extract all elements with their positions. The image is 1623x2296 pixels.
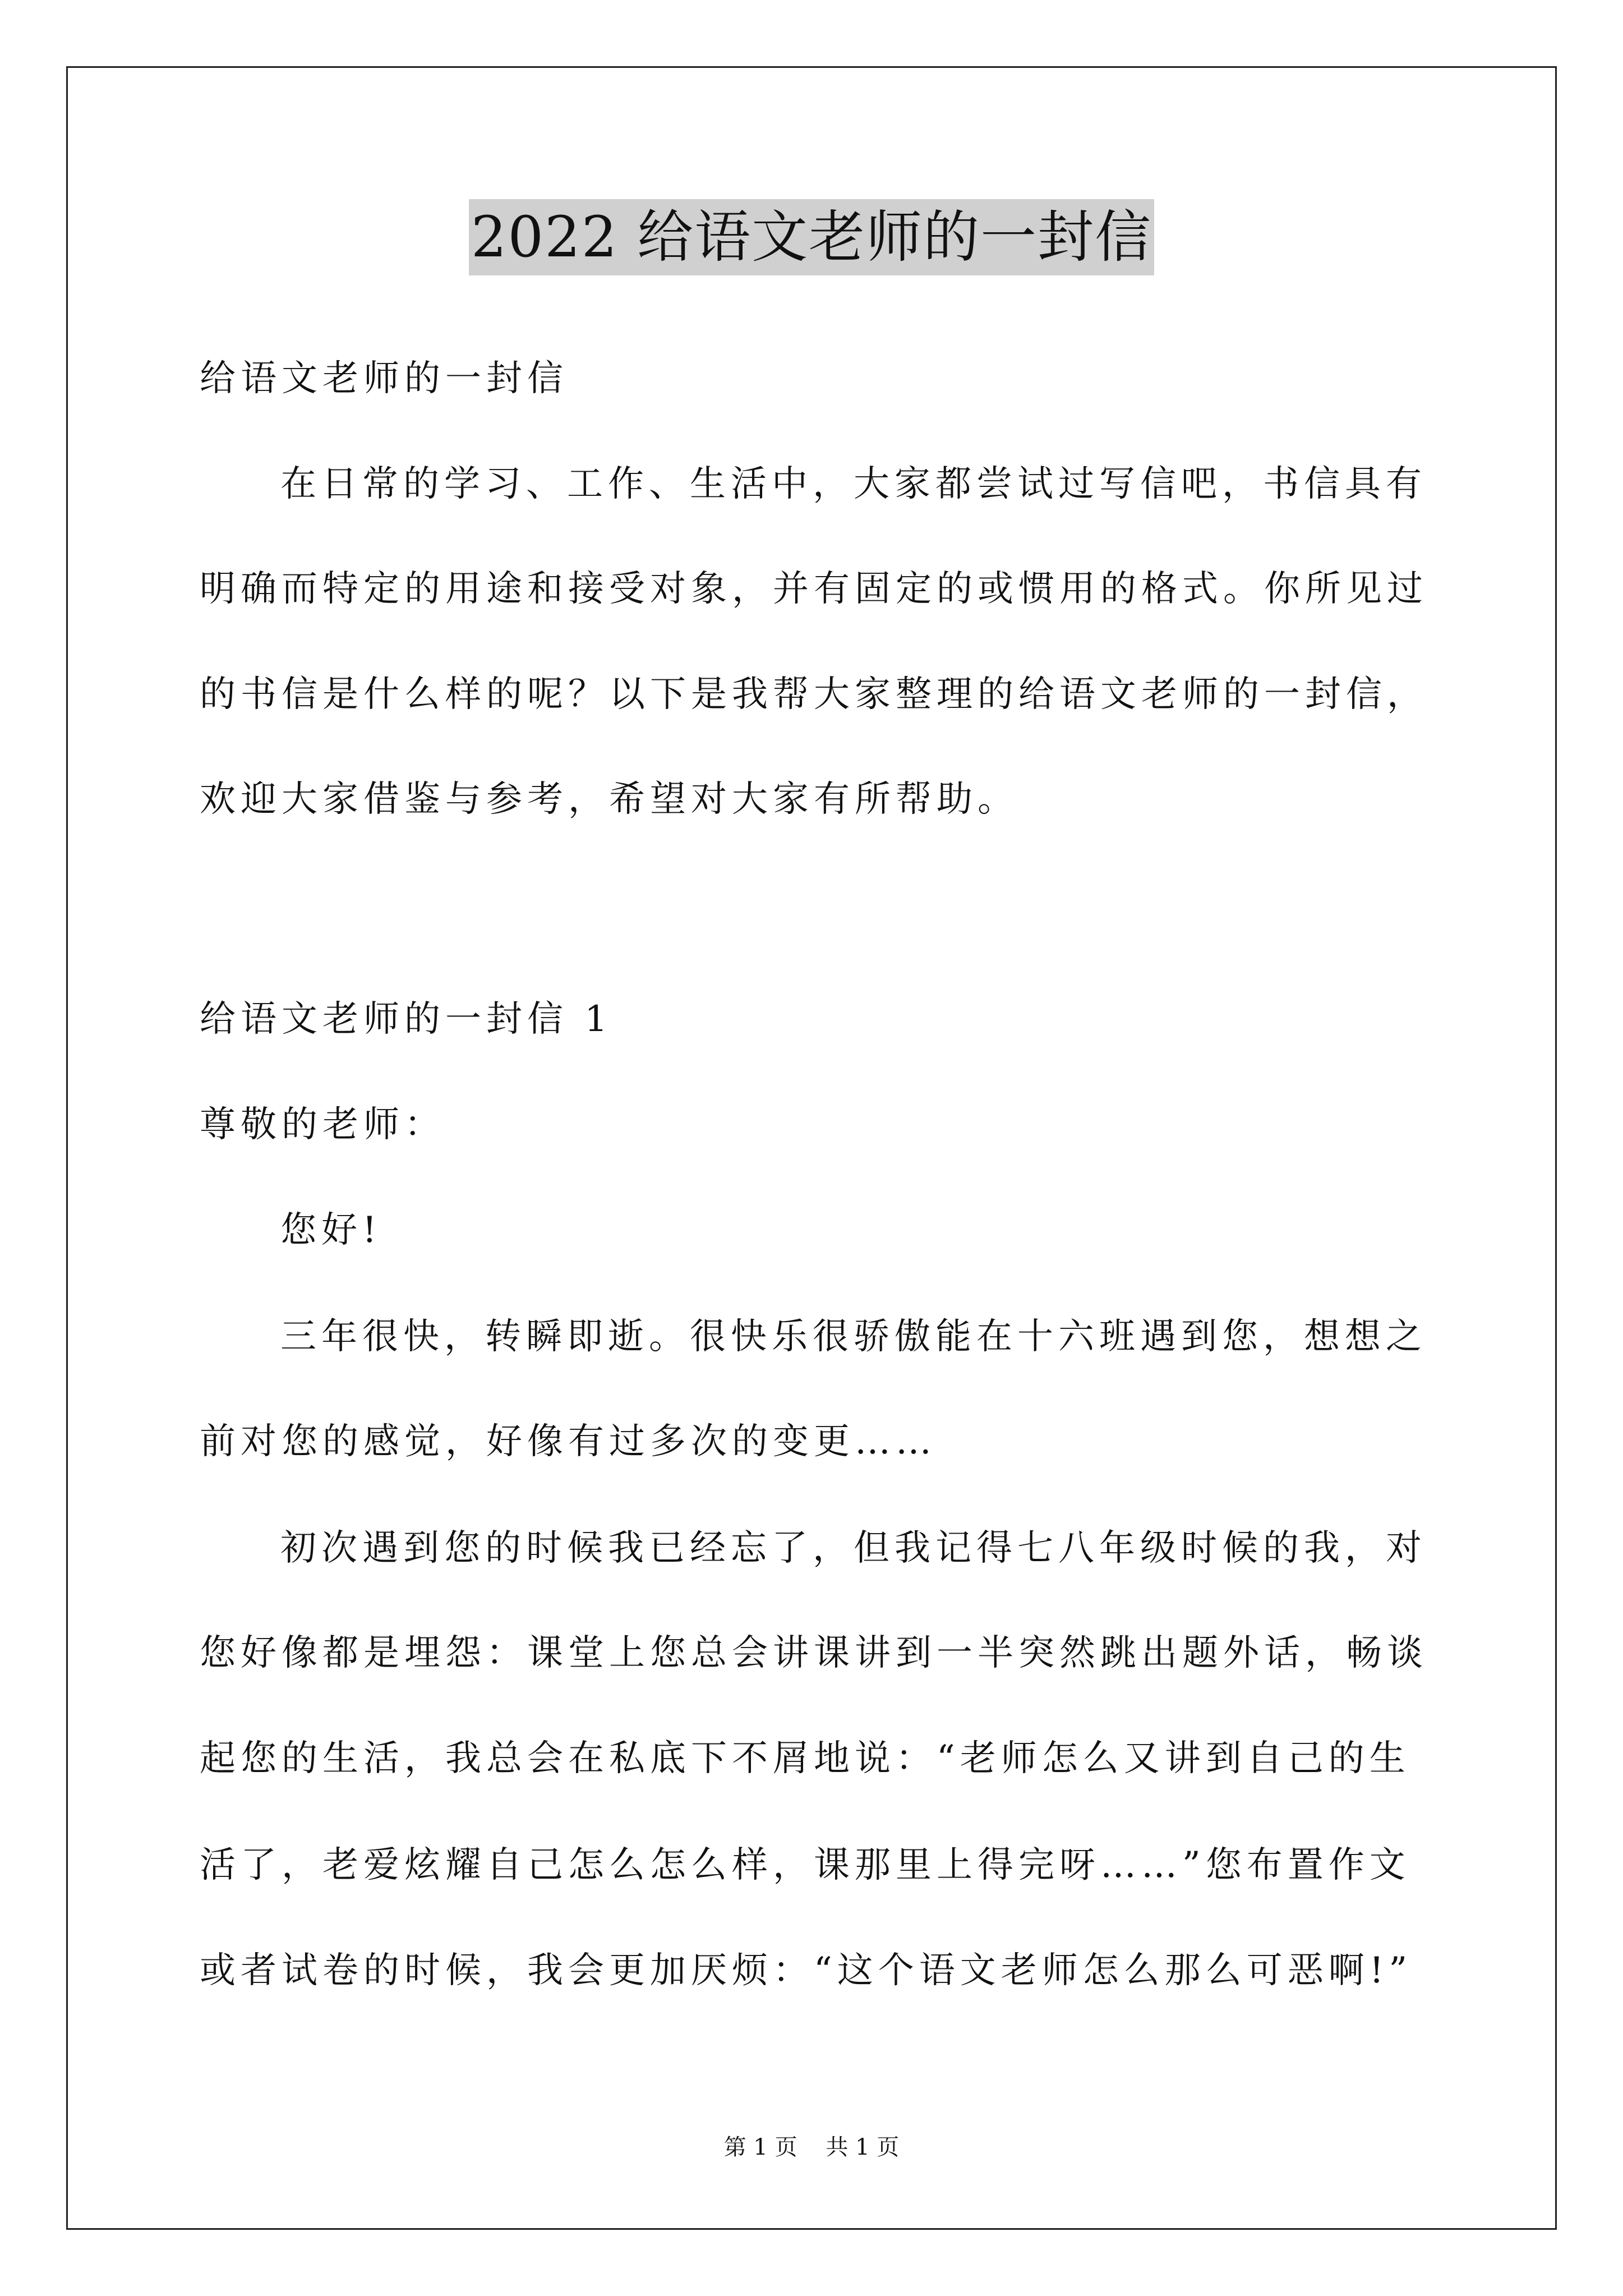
paragraph-line: 三年很快，转瞬即逝。很快乐很骄傲能在十六班遇到您，想想之: [280, 1316, 1427, 1358]
section-heading: 给语文老师的一封信 1: [200, 999, 613, 1040]
paragraph-line: 欢迎大家借鉴与参考，希望对大家有所帮助。: [200, 779, 1018, 820]
subtitle-line: 给语文老师的一封信: [200, 358, 568, 399]
paragraph-line: 的书信是什么样的呢？以下是我帮大家整理的给语文老师的一封信，: [200, 674, 1428, 715]
paragraph-line: 您好像都是埋怨：课堂上您总会讲课讲到一半突然跳出题外话，畅谈: [200, 1632, 1428, 1674]
page-footer: 第 1 页 共 1 页: [723, 2134, 900, 2160]
paragraph-line: 起您的生活，我总会在私底下不屑地说：“老师怎么又讲到自己的生: [200, 1738, 1410, 1779]
paragraph-line: 前对您的感觉，好像有过多次的变更……: [200, 1421, 937, 1462]
paragraph-line: 活了，老爱炫耀自己怎么怎么样，课那里上得完呀……”您布置作文: [200, 1844, 1410, 1886]
paragraph-line: 在日常的学习、工作、生活中，大家都尝试过写信吧，书信具有: [280, 463, 1427, 505]
salutation: 尊敬的老师：: [200, 1104, 445, 1145]
paragraph-line: 或者试卷的时候，我会更加厌烦：“这个语文老师怎么那么可恶啊!”: [200, 1950, 1413, 1991]
document-title: 2022 给语文老师的一封信: [469, 199, 1154, 275]
paragraph-line: 明确而特定的用途和接受对象，并有固定的或惯用的格式。你所见过: [200, 568, 1428, 610]
title-container: [0, 199, 1623, 275]
paragraph-line: 初次遇到您的时候我已经忘了，但我记得七八年级时候的我，对: [280, 1527, 1427, 1569]
greeting: 您好!: [280, 1209, 382, 1251]
